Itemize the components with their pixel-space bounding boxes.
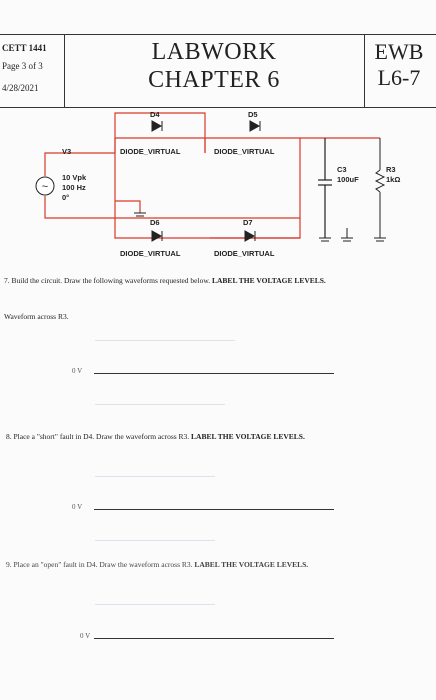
header-info-cell [0, 35, 65, 107]
res-value: 1kΩ [386, 175, 401, 184]
header-table [0, 34, 436, 108]
wire [115, 201, 140, 213]
diode-d5-icon [250, 121, 259, 131]
question-7-emphasis: LABEL THE VOLTAGE LEVELS. [212, 276, 326, 285]
question-7-sub: Waveform across R3. [4, 312, 69, 321]
wire [45, 113, 205, 176]
waveform-guide-line [95, 604, 215, 605]
header-code-cell [364, 35, 434, 107]
question-8-text: 8. Place a "short" fault in D4. Draw the waveform across R3. [6, 432, 192, 441]
d5-model: DIODE_VIRTUAL [214, 147, 275, 156]
res-name: R3 [386, 165, 396, 174]
question-7 [4, 276, 326, 285]
question-8 [6, 432, 305, 441]
sine-glyph: ~ [41, 181, 49, 193]
source-frequency: 100 Hz [62, 183, 86, 192]
d7-label: D7 [243, 218, 253, 227]
waveform-guide-line [95, 476, 215, 477]
zero-volt-label: 0 V [72, 367, 83, 375]
diode-d6-icon [152, 231, 161, 241]
question-9 [6, 560, 308, 569]
d4-model: DIODE_VIRTUAL [120, 147, 181, 156]
d5-label: D5 [248, 110, 258, 119]
d6-label: D6 [150, 218, 160, 227]
waveform-guide-line [95, 404, 225, 405]
source-phase: 0° [62, 193, 70, 202]
question-9-text: 9. Place an "open" fault in D4. Draw the waveform across R3. [6, 560, 195, 569]
wire [115, 218, 300, 238]
source-name: V3 [62, 147, 72, 156]
waveform-axis-7 [94, 373, 334, 374]
cap-value: 100uF [337, 175, 359, 184]
wire [45, 196, 115, 218]
question-8-emphasis: LABEL THE VOLTAGE LEVELS. [191, 432, 305, 441]
diode-d7-icon [245, 231, 254, 241]
zero-volt-label: 0 V [80, 632, 91, 640]
d6-model: DIODE_VIRTUAL [120, 249, 181, 258]
circuit-schematic [0, 108, 436, 268]
waveform-guide-line [95, 540, 215, 541]
waveform-guide-line [95, 340, 235, 341]
resistor-icon [376, 170, 384, 192]
diode-d4-icon [152, 121, 161, 131]
question-7-text: 7. Build the circuit. Draw the following waveforms requested below. [4, 276, 213, 285]
d4-label: D4 [150, 110, 160, 119]
question-9-emphasis: LABEL THE VOLTAGE LEVELS. [194, 560, 309, 569]
course-code: CETT 1441 [2, 43, 47, 53]
title-line-1: LABWORK [151, 39, 277, 65]
waveform-axis-9 [94, 638, 334, 639]
date: 4/28/2021 [2, 83, 39, 93]
code-line-1: EWB [374, 39, 424, 64]
header-title-cell [64, 35, 365, 107]
d7-model: DIODE_VIRTUAL [214, 249, 275, 258]
code-line-2: L6-7 [377, 65, 421, 90]
source-amplitude: 10 Vpk [62, 173, 87, 182]
page-number: Page 3 of 3 [2, 61, 43, 71]
zero-volt-label: 0 V [72, 503, 83, 511]
title-line-2: CHAPTER 6 [148, 67, 280, 93]
waveform-axis-8 [94, 509, 334, 510]
cap-name: C3 [337, 165, 347, 174]
